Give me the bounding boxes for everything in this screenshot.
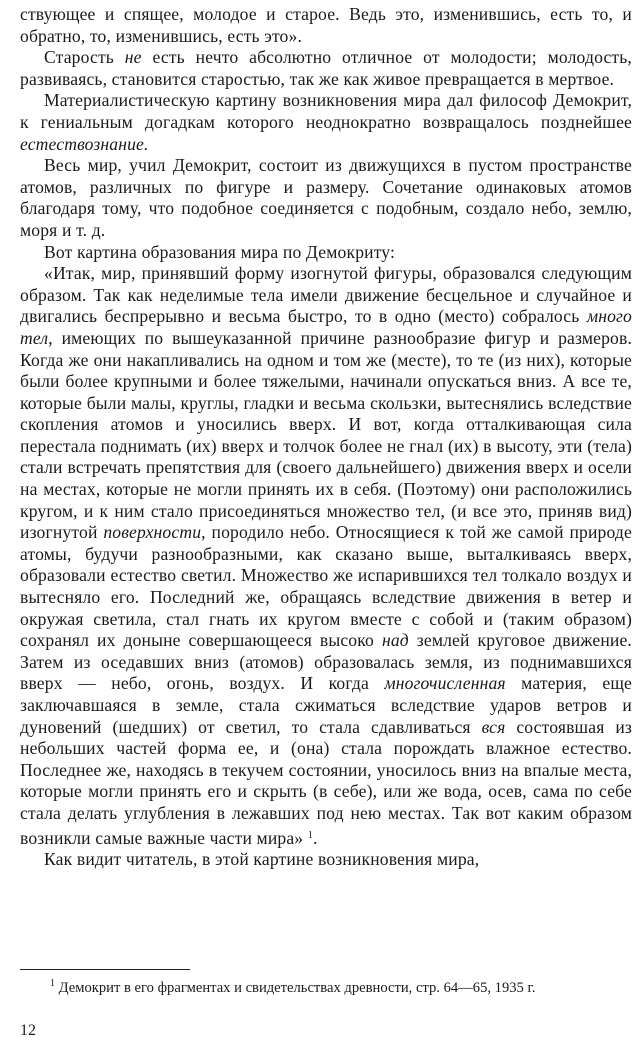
paragraph: [20, 849, 632, 871]
text-run: «Итак, мир, принявший форму изогнутой фигуры, образовался следующим образом. Так как неделимые тела имели движение бесцельное и случайное и двигались беспрерывно и весьма быстро, то в одно (место) собралось: [20, 263, 632, 327]
text-run: Старость: [44, 47, 125, 68]
paragraph: [20, 263, 632, 849]
text-run: Вот картина образования мира по Демокриту:: [44, 241, 396, 262]
text-run: много тел: [20, 306, 632, 348]
text-run: , породило небо. Относящиеся к той же самой природе атомы, будучи разнообразными, как сказано выше, выталкиваясь вверх, образовали естество светил. Множество же испарившихся тел толкало воздух и вытесняло его. Последний же, обращаясь вследствие движения в ветер и окружая светила, стал гнать их кругом вместе с собой и (таким образом) сохранял их доныне совершающееся высоко: [20, 522, 632, 651]
paragraph: [20, 4, 632, 47]
footnote-marker: 1: [50, 978, 55, 989]
text-run: состоявшая из небольших частей форма ее, и (она) стала порождать влажное естество. Последнее же, находясь в текучем состоянии, уносилось вниз на впалые места, которые могли принять его и скрыть (в себе), или же вода, осев, сама по себе стала делать углубления в лежавших под нею местах. Так вот каким образом возникли самые важные части мира»: [20, 716, 633, 848]
text-run: поверхности: [103, 522, 202, 543]
text-run: есть нечто абсолютно отличное от молодости; молодость, развиваясь, становится старостью, так же как живое превращается в мертвое.: [20, 47, 632, 89]
text-run: Как видит читатель, в этой картине возникновения мира,: [44, 849, 480, 870]
paragraph: [20, 90, 632, 155]
text-run: землей круговое движение. Затем из оседавших вниз (атомов) образовалась земля, из поднимавшихся вверх — небо, огонь, воздух. И когда: [20, 630, 632, 694]
footnote-reference: 1: [307, 829, 313, 841]
text-run: материя, еще заключавшаяся в земле, стала сжиматься вследствие ударов ветров и дуновений (шедших) от светил, то стала сдавливаться: [20, 673, 632, 737]
text-run: .: [312, 827, 318, 848]
text-run: естествознание.: [20, 133, 149, 154]
text-run: Весь мир, учил Демокрит, состоит из движущихся в пустом пространстве атомов, различных по фигуре и размеру. Сочетание одинаковых атомов благодаря тому, что подобное соединяется с подобным, создало небо, землю, моря и т. д.: [20, 155, 632, 240]
text-run: многочисленная: [384, 673, 506, 694]
text-run: ствующее и спящее, молодое и старое. Ведь это, изменившись, есть то, и обратно, то, изменившись, есть это».: [20, 4, 632, 46]
text-run: над: [381, 630, 409, 651]
footnote: [20, 975, 632, 997]
text-run: Материалистическую картину возникновения мира дал философ Демокрит, к гениальным догадкам которого неоднократно возвращалось позднейшее: [20, 90, 632, 132]
text-run: вся: [481, 716, 506, 737]
page-number: 12: [20, 1022, 36, 1039]
main-text: [20, 4, 632, 871]
paragraph: [20, 47, 632, 90]
text-run: , имеющих по вышеуказанной причине разнообразие фигур и размеров. Когда же они накапливались на одном и том же (месте), то те (из них), которые были более крупными и более тяжелыми, начинали опускаться вниз. А все те, которые были малы, круглы, гладки и весьма скользки, вытеснялись вследствие скопления атомов и уносились вверх. И вот, когда отталкивающая сила перестала поднимать (их) вверх и толчок более не гнал (их) в высоту, эти (тела) стали встречать препятствия для (своего дальнейшего) движения вверх и осели на местах, которые не могли принять их в себя. (Поэтому) они расположились кругом, и к ним стало присоединяться множество тел, (и все это, приняв вид) изогнутой: [20, 327, 632, 543]
footnote-text: Демокрит в его фрагментах и свидетельствах древности, стр. 64—65, 1935 г.: [55, 980, 536, 996]
paragraph: [20, 242, 632, 264]
text-run: не: [124, 47, 142, 68]
paragraph: [20, 155, 632, 241]
footnote-divider: [20, 969, 190, 970]
